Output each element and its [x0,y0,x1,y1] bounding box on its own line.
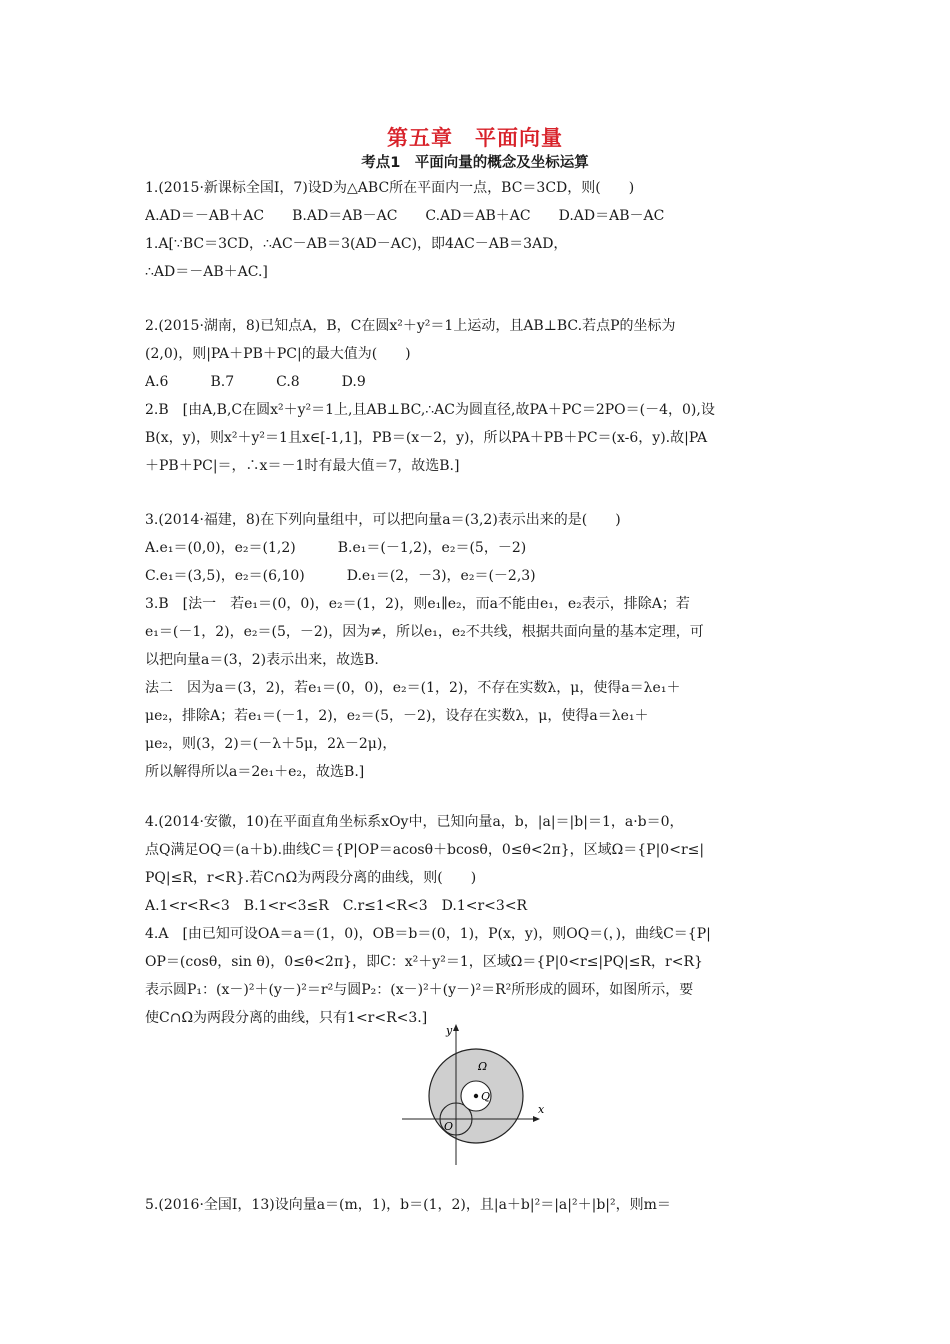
y-arrow-icon [453,1024,459,1031]
x-arrow-icon [533,1116,540,1122]
spacer [145,286,810,312]
text-line: A.e₁＝(0,0)，e₂＝(1,2) B.e₁＝(－1,2)，e₂＝(5，－2) [145,540,527,556]
text-line: 法二 因为a＝(3，2)，若e₁＝(0，0)，e₂＝(1，2)，不存在实数λ，μ，使得a＝λe₁＋ [145,680,681,696]
spacer [145,786,810,808]
text-line: C.e₁＝(3,5)，e₂＝(6,10) D.e₁＝(2，－3)，e₂＝(－2,3) [145,568,536,584]
text-line: A.6 B.7 C.8 D.9 [145,374,366,390]
x-axis-label: x [538,1103,545,1116]
text-line: 2.B [由A,B,C在圆x²＋y²＝1上,且AB⊥BC,∴AC为圆直径,故PA＋PC＝2PO＝(－4，0),设 [145,402,715,418]
text-line: ＋PB＋PC|＝，∴x＝－1时有最大值＝7，故选B.] [145,458,460,474]
annulus-figure [400,1020,560,1170]
origin-label: O [444,1120,454,1133]
text-line: A.AD＝－AB＋AC B.AD＝AB－AC C.AD＝AB＋AC D.AD＝AB－AC [145,208,665,224]
text-line: e₁＝(－1，2)，e₂＝(5，－2)，因为≠，所以e₁，e₂不共线，根据共面向量的基本定理，可 [145,624,704,640]
text-line: OP＝(cosθ，sin θ)，0≤θ<2π}，即C：x²＋y²＝1，区域Ω＝{P|0<r≤|PQ|≤R，r<R} [145,954,703,970]
text-line: 使C∩Ω为两段分离的曲线，只有1<r<R<3.] [145,1010,428,1026]
text-line: PQ|≤R，r<R}.若C∩Ω为两段分离的曲线，则( ) [145,870,477,886]
text-line: 点Q满足OQ＝(a＋b).曲线C＝{P|OP＝acosθ＋bcosθ，0≤θ<2π}，区域Ω＝{P|0<r≤| [145,842,705,858]
text-line: 以把向量a＝(3，2)表示出来，故选B. [145,652,379,668]
q-point [474,1094,478,1098]
section-title: 考点1 平面向量的概念及坐标运算 [361,155,589,171]
text-line: 所以解得所以a＝2e₁＋e₂，故选B.] [145,764,365,780]
text-line: 4.A [由已知可设OA＝a＝(1，0)，OB＝b＝(0，1)，P(x，y)，则OQ＝(，)，曲线C＝{P| [145,926,711,942]
text-line: 4.(2014·安徽，10)在平面直角坐标系xOy中，已知向量a，b，|a|＝|b|＝1，a·b＝0， [145,814,684,830]
text-line: 3.(2014·福建，8)在下列向量组中，可以把向量a＝(3,2)表示出来的是( ) [145,512,621,528]
text-line: (2,0)，则|PA＋PB＋PC|的最大值为( ) [145,346,411,362]
last-problem-line: 5.(2016·全国Ⅰ，13)设向量a＝(m，1)，b＝(1，2)，且|a＋b|²＝|a|²＋|b|²，则m＝ [145,1197,671,1213]
text-line: μe₂，排除A；若e₁＝(－1，2)，e₂＝(5，－2)，设存在实数λ，μ，使得a＝λe₁＋ [145,708,649,724]
omega-label: Ω [478,1060,488,1073]
text-line: B(x，y)，则x²＋y²＝1且x∈[-1,1]，PB＝(x－2，y)，所以PA＋PB＋PC＝(x-6，y).故|PA [145,430,708,446]
text-line: 1.(2015·新课标全国Ⅰ，7)设D为△ABC所在平面内一点，BC＝3CD，则( ) [145,180,635,196]
text-line: 1.A[∵BC＝3CD，∴AC－AB＝3(AD－AC)，即4AC－AB＝3AD， [145,236,568,252]
text-line: 2.(2015·湖南，8)已知点A，B，C在圆x²＋y²＝1上运动，且AB⊥BC.若点P的坐标为 [145,318,676,334]
text-line: 3.B [法一 若e₁＝(0，0)，e₂＝(1，2)，则e₁∥e₂，而a不能由e₁，e₂表示，排除A；若 [145,596,690,612]
y-axis-label: y [446,1024,453,1037]
text-line: ∴AD＝－AB＋AC.] [145,264,268,280]
problem-text [145,174,810,1032]
q-label: Q [481,1090,491,1103]
text-line: 表示圆P₁：(x－)²＋(y－)²＝r²与圆P₂：(x－)²＋(y－)²＝R²所形成的圆环，如图所示，要 [145,982,694,998]
spacer [145,480,810,506]
text-line: μe₂，则(3，2)＝(－λ＋5μ，2λ－2μ)， [145,736,397,752]
chapter-title: 第五章 平面向量 [387,126,563,150]
text-line: A.1<r<R<3 B.1<r<3≤R C.r≤1<R<3 D.1<r<3<R [145,898,528,914]
